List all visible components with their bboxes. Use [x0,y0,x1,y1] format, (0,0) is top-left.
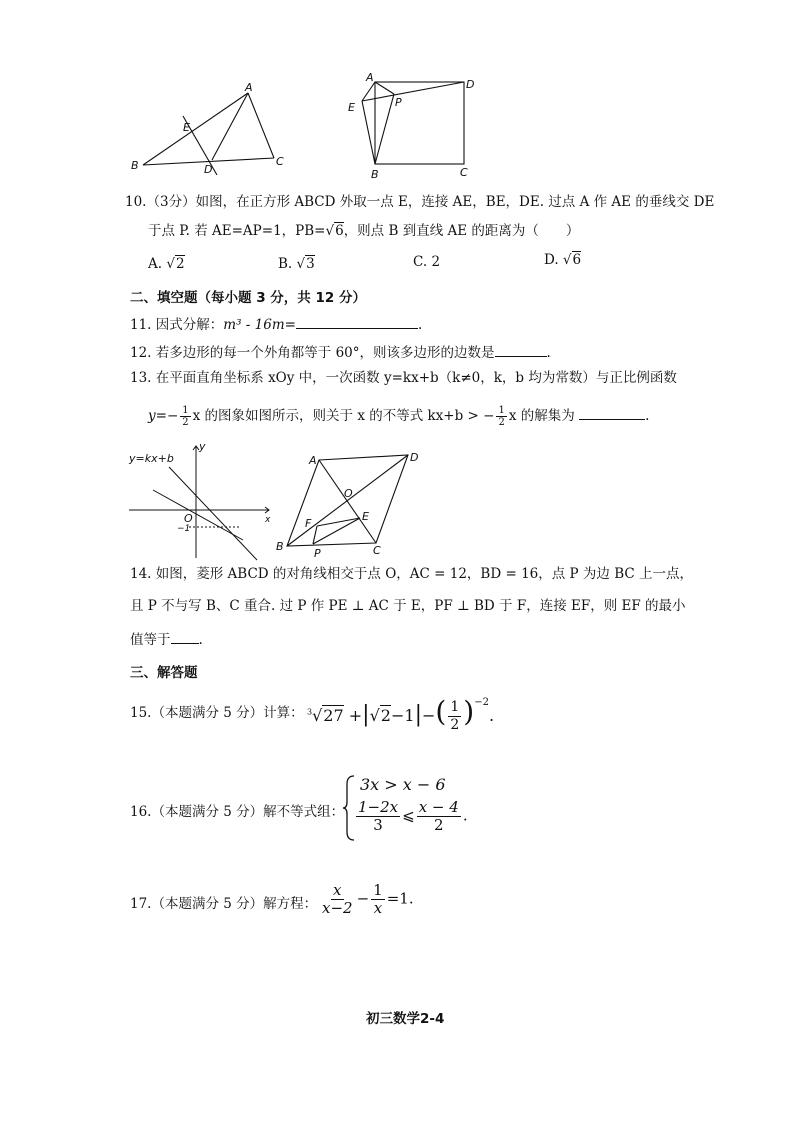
tri-label-e: E [183,121,190,134]
sq-label-p: P [395,96,402,109]
q15-expression: $^3$√27 +|√2−1|−( $\frac{1}{2}$ )$^{-2}$. [307,695,495,733]
q13-frac1: $\frac{1}{2}$ [182,405,189,428]
q10-line2: 于点 P. 若 AE=AP=1，PB=√6，则点 B 到直线 AE 的距离为（ ） [148,223,580,239]
rh-label-d: D [410,451,419,464]
q16-frac-left: $\frac{1-2x}{3}$ [358,798,399,834]
q10-option-b[interactable]: B. √3 [278,256,315,272]
q14-line1: 14. 如图，菱形 ABCD 的对角线相交于点 O，AC = 12，BD = 16，点 P 为边 BC 上一点， [130,566,693,582]
q17-equation: $\frac{x}{x-2}$ − $\frac{1}{x}$ =1. [322,881,414,917]
q11: 11. 因式分解：m³ - 16m= . [130,317,423,333]
q16-ineq1: 3x > x − 6 [360,775,446,794]
q16-ineq2: $\frac{1-2x}{3}$ ⩽ $\frac{x - 4}{2}$ . [358,798,468,834]
q10-text2a: 于点 P. 若 AE=AP=1，PB= [148,223,326,239]
tri-label-d: D [204,163,213,175]
q14-line3: 值等于 . [130,632,203,648]
q12-answer-blank[interactable] [495,343,547,357]
section-2-heading: 二、填空题（每小题 3 分，共 12 分） [130,290,366,306]
sq-label-e: E [348,101,355,114]
page-footer: 初三数学2-4 [366,1011,445,1027]
q14-line2: 且 P 不与写 B、C 重合. 过 P 作 PE ⊥ AC 于 E，PF ⊥ BD 于 F，连接 EF，则 EF 的最小 [130,598,686,614]
q10-score: （3分） [146,194,196,210]
q15-label: 15.（本题满分 5 分）计算： [130,705,304,721]
section-3-heading: 三、解答题 [130,665,198,681]
rh-label-o: O [344,487,353,500]
rh-label-e: E [362,510,369,523]
rhombus-figure [275,450,425,558]
q14-answer-blank[interactable] [171,630,199,644]
sq-label-d: D [466,78,475,91]
q10-radicand: 6 [335,223,344,239]
q17-frac1: $\frac{x}{x-2}$ [322,881,353,917]
tri-label-a: A [245,81,253,94]
graph-func-label: y=kx+b [129,452,174,465]
q10-line1 [125,193,714,211]
coordinate-graph [125,440,275,562]
graph-y-label: y [199,440,206,453]
q13-line2: y=− $\frac{1}{2}$ x 的图象如图所示，则关于 x 的不等式 kx+b > − $\frac{1}{2}$ x 的解集为 . [148,405,650,428]
triangle-figure [125,80,295,175]
q17-label: 17.（本题满分 5 分）解方程： [130,896,318,912]
q13-frac2: $\frac{1}{2}$ [498,405,505,428]
q16-frac-right: $\frac{x - 4}{2}$ [418,798,459,834]
q12: 12. 若多边形的每一个外角都等于 60°，则该多边形的边数是 . [130,345,551,361]
rh-label-b: B [276,540,284,553]
q13-line1: 13. 在平面直角坐标系 xOy 中，一次函数 y=kx+b（k≠0，k，b 均为常数）与正比例函数 [130,370,677,386]
q16-label: 16.（本题满分 5 分）解不等式组： [130,804,345,820]
q10-option-a[interactable]: A. √2 [148,256,185,272]
rh-label-f: F [305,517,312,530]
tri-label-c: C [276,155,284,168]
q10-text1: 如图，在正方形 ABCD 外取一点 E，连接 AE，BE，DE. 过点 A 作 AE 的垂线交 DE [195,194,715,210]
q17-frac2: $\frac{1}{x}$ [373,881,383,917]
q15-frac: $\frac{1}{2}$ [450,699,460,733]
rh-label-p: P [314,547,321,558]
rh-label-a: A [309,454,317,467]
q10-text2b: ，则点 B 到直线 AE 的距离为（ ） [343,223,580,239]
sq-label-c: C [460,166,468,179]
square-figure [340,70,480,182]
q11-answer-blank[interactable] [296,315,418,329]
sq-label-b: B [371,168,379,181]
graph-neg1-label: −1 [177,524,191,534]
tri-label-b: B [131,159,139,172]
rh-label-c: C [373,544,381,557]
graph-origin-label: O [184,512,193,525]
q13-answer-blank[interactable] [579,406,645,420]
q10-number: 10. [125,194,147,210]
q10-option-c[interactable]: C. 2 [413,254,441,270]
graph-x-label: x [265,515,271,525]
q10-option-d[interactable]: D. √6 [544,252,582,268]
sq-label-a: A [366,71,374,84]
